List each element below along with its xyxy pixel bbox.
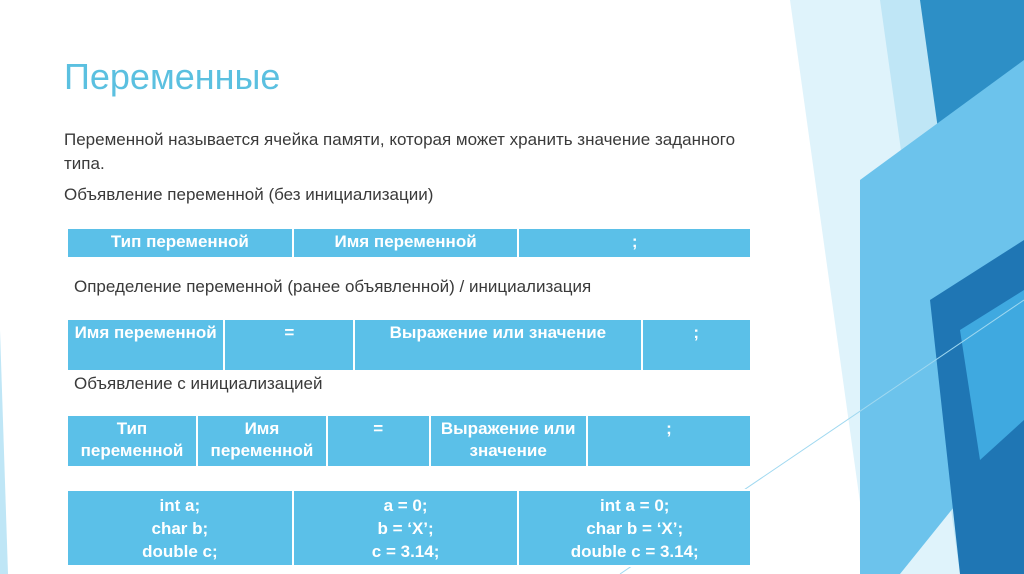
type-cell: Тип переменной [67, 415, 197, 467]
semicolon-cell: ; [642, 319, 751, 371]
example-line: a = 0; [383, 495, 428, 515]
semicolon-cell: ; [518, 228, 751, 258]
example-line: double c; [142, 541, 218, 561]
definition-heading: Определение переменной (ранее объявленной) / инициализация [74, 277, 592, 296]
init-declaration-heading: Объявление с инициализацией [74, 374, 323, 393]
example-line: double c = 3.14; [570, 541, 699, 561]
assignment-examples [293, 490, 519, 566]
equals-cell: = [224, 319, 354, 371]
type-cell: Тип переменной [67, 228, 293, 258]
init-examples [518, 490, 751, 566]
name-cell: Имя переменной [67, 319, 224, 371]
page-title: Переменные [64, 56, 281, 97]
declaration-heading: Объявление переменной (без инициализации) [64, 185, 434, 204]
declaration-examples [67, 490, 293, 566]
example-line: b = ‘X’; [377, 518, 434, 538]
name-cell: Имя переменной [197, 415, 327, 467]
examples-table [66, 489, 752, 567]
definition-text: Переменной называется ячейка памяти, которая может хранить значение заданного типа. [64, 130, 736, 173]
declaration-table [66, 227, 752, 259]
example-line: char b = ‘X’; [586, 518, 684, 538]
example-line: int a; [159, 495, 201, 515]
example-line: c = 3.14; [371, 541, 440, 561]
assignment-table [66, 318, 752, 372]
name-cell: Имя переменной [293, 228, 519, 258]
expression-cell: Выражение или значение [354, 319, 641, 371]
example-line: char b; [151, 518, 209, 538]
semicolon-cell: ; [587, 415, 751, 467]
expression-cell: Выражение или значение [430, 415, 587, 467]
init-declaration-table [66, 414, 752, 468]
equals-cell: = [327, 415, 430, 467]
example-line: int a = 0; [600, 495, 670, 515]
